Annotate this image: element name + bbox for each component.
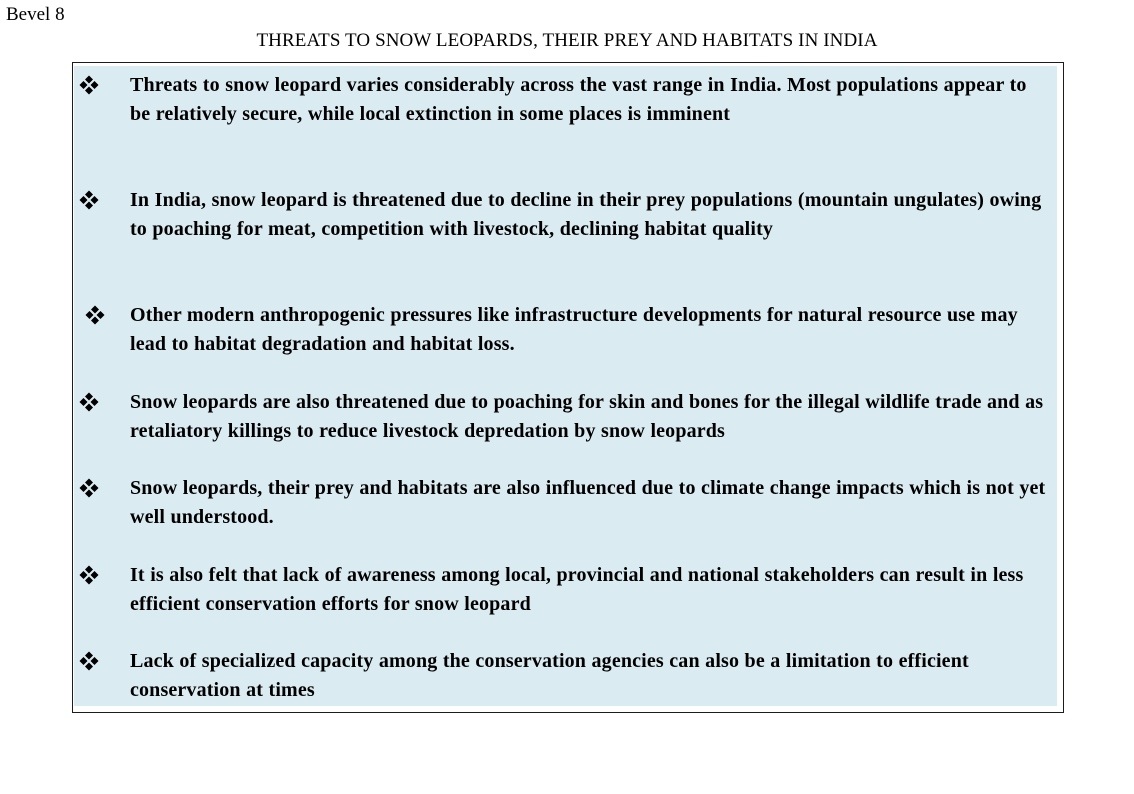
diamond-bullet-icon [79,478,99,498]
bevel-panel [72,62,1064,713]
diamond-bullet-icon [79,75,99,95]
diamond-bullet-icon [79,565,99,585]
bullet-text: Snow leopards are also threatened due to poaching for skin and bones for the illegal wildlife trade and as retaliatory killings to reduce livestock depredation by snow leopards [130,391,1044,442]
diamond-bullet-icon [79,651,99,671]
bullet-text: Threats to snow leopard varies considerably across the vast range in India. Most populations appear to be relatively secure, while local extinction in some places is imminent [130,74,1027,125]
bullet-text: Lack of specialized capacity among the conservation agencies can also be a limitation to efficient conservation at times [130,650,969,701]
bullet-text: It is also felt that lack of awareness among local, provincial and national stakeholders can result in less efficient conservation efforts for snow leopard [130,564,1024,615]
bullet-text: In India, snow leopard is threatened due to decline in their prey populations (mountain ungulates) owing to poaching for meat, competition with livestock, declining habitat quality [130,189,1042,240]
diamond-bullet-icon [79,190,99,210]
diamond-bullet-icon [85,305,105,325]
bullet-text: Other modern anthropogenic pressures like infrastructure developments for natural resource use may lead to habitat degradation and habitat loss. [130,304,1018,355]
slide-label: Bevel 8 [6,4,65,25]
page-title: THREATS TO SNOW LEOPARDS, THEIR PREY AND HABITATS IN INDIA [256,30,878,51]
diamond-bullet-icon [79,392,99,412]
bullet-text: Snow leopards, their prey and habitats are also influenced due to climate change impacts which is not yet well understood. [130,477,1046,528]
